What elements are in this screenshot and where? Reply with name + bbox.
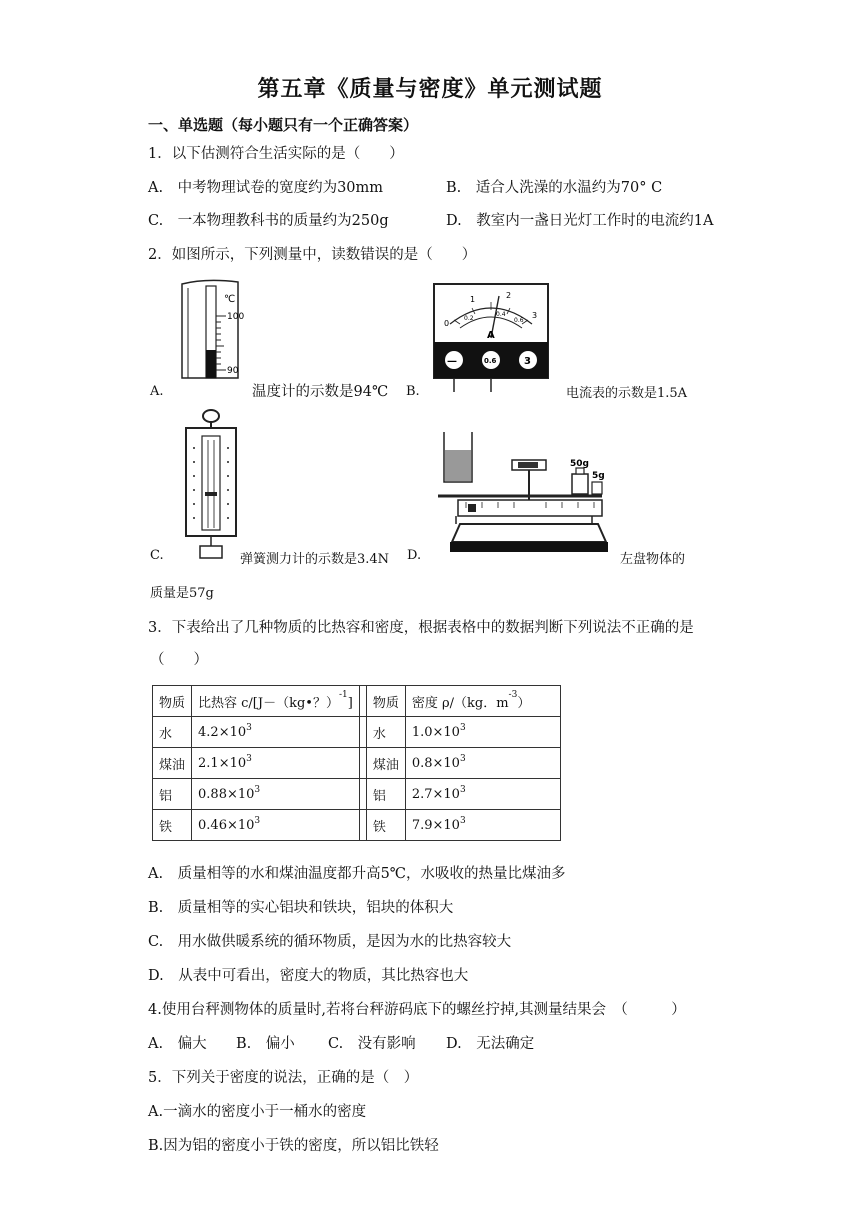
q2-option-d-letter: D. [407, 548, 422, 563]
ammeter-figure [432, 282, 550, 394]
table-cell: $0.88\times 10^3$ [192, 779, 360, 810]
q1-option-c: C. 一本物理教科书的质量约为250g [148, 213, 389, 229]
q4-option-d: D. 无法确定 [446, 1036, 535, 1052]
ammeter-scale-1: 1 [470, 295, 476, 304]
q3-stem-paren: （ ） [150, 652, 208, 668]
ammeter-terminal-3: 3 [524, 356, 531, 367]
table-header-row [153, 686, 561, 717]
q4-stem: 4.使用台秤测物体的质量时,若将台秤游码底下的螺丝拧掉,其测量结果会 （ ） [148, 1002, 686, 1018]
ammeter-scale-06: 0.6 [514, 317, 524, 324]
weight-label-50g: 50g [570, 459, 589, 469]
table-row [153, 748, 561, 779]
q2-option-a-letter: A. [150, 384, 164, 399]
data-table [152, 685, 561, 841]
table-cell: $0.8\times 10^3$ [405, 748, 560, 779]
ammeter-unit-letter: A [487, 330, 495, 341]
table-cell: 铝 [366, 779, 405, 810]
table-cell: $2.1\times 10^3$ [192, 748, 360, 779]
spring-scale-figure [180, 408, 242, 560]
table-cell: 煤油 [366, 748, 405, 779]
table-cell: $1.0\times 10^3$ [405, 717, 560, 748]
table-cell: 煤油 [153, 748, 192, 779]
q2-option-c-text: 弹簧测力计的示数是3.4N [240, 552, 390, 567]
thermo-tick-90: 90 [227, 366, 239, 376]
ammeter-scale-3: 3 [532, 311, 538, 320]
ammeter-scale-04: 0.4 [496, 311, 506, 318]
table-cell: $2.7\times 10^3$ [405, 779, 560, 810]
q4-option-b: B. 偏小 [236, 1036, 295, 1052]
ammeter-scale-0: 0 [444, 319, 450, 328]
q2-option-a-text: 温度计的示数是94℃ [252, 384, 389, 400]
q4-option-a: A. 偏大 [148, 1036, 207, 1052]
table-cell: $0.46\times 10^3$ [192, 810, 360, 841]
table-cell: 铁 [153, 810, 192, 841]
q3-stem: 3．下表给出了几种物质的比热容和密度，根据表格中的数据判断下列说法不正确的是 [148, 620, 694, 636]
table-cell: 铁 [366, 810, 405, 841]
q3-option-b: B. 质量相等的实心铝块和铁块，铝块的体积大 [148, 900, 454, 916]
q2-option-b-letter: B. [406, 384, 420, 399]
q2-stem: 2．如图所示，下列测量中，读数错误的是（ ） [148, 247, 477, 263]
ammeter-terminal-minus: — [447, 356, 457, 367]
q3-option-a: A. 质量相等的水和煤油温度都升高5℃，水吸收的热量比煤油多 [148, 866, 566, 882]
q1-option-a: A. 中考物理试卷的宽度约为30mm [148, 180, 384, 196]
q4-option-c: C. 没有影响 [328, 1036, 416, 1052]
table-header-cell: 密度 ρ/（kg．$m^{-3}$） [405, 686, 560, 717]
ammeter-scale-02: 0.2 [464, 315, 474, 322]
weight-label-5g: 5g [592, 471, 605, 481]
ammeter-terminal-06: 0.6 [484, 357, 497, 365]
table-header-cell: 物质 [366, 686, 405, 717]
q2-option-d-text-cont: 质量是57g [150, 586, 214, 601]
thermometer-figure [176, 278, 248, 386]
q2-option-d-text: 左盘物体的 [620, 552, 686, 567]
q5-stem: 5．下列关于密度的说法，正确的是（ ） [148, 1070, 419, 1086]
table-cell: $7.9\times 10^3$ [405, 810, 560, 841]
table-header-cell: 比热容 c/[J－（kg•？）$^{-1}$] [192, 686, 360, 717]
table-row [153, 779, 561, 810]
q1-stem: 1．以下估测符合生活实际的是（ ） [148, 146, 404, 162]
table-header-cell: 物质 [153, 686, 192, 717]
balance-figure [432, 420, 612, 560]
table-cell: 铝 [153, 779, 192, 810]
q3-option-d: D. 从表中可看出，密度大的物质，其比热容也大 [148, 968, 469, 984]
q5-option-b: B.因为铝的密度小于铁的密度，所以铝比铁轻 [148, 1138, 439, 1154]
ammeter-scale-2: 2 [506, 291, 512, 300]
q1-option-b: B. 适合人洗澡的水温约为70° C [446, 180, 663, 196]
q2-option-b-text: 电流表的示数是1.5A [566, 386, 688, 401]
table-cell: 水 [153, 717, 192, 748]
q3-option-c: C. 用水做供暖系统的循环物质，是因为水的比热容较大 [148, 934, 512, 950]
page-title: 第五章《质量与密度》单元测试题 [257, 77, 603, 102]
thermo-unit-label: ℃ [224, 294, 236, 305]
section-heading: 一、单选题（每小题只有一个正确答案） [148, 116, 419, 134]
q5-option-a: A.一滴水的密度小于一桶水的密度 [148, 1104, 367, 1120]
q1-option-d: D. 教室内一盏日光灯工作时的电流约1A [446, 213, 714, 229]
table-row [153, 810, 561, 841]
thermo-tick-100: 100 [227, 312, 245, 322]
q2-option-c-letter: C. [150, 548, 164, 563]
table-row [153, 717, 561, 748]
table-cell: 水 [366, 717, 405, 748]
table-cell: $4.2\times 10^3$ [192, 717, 360, 748]
